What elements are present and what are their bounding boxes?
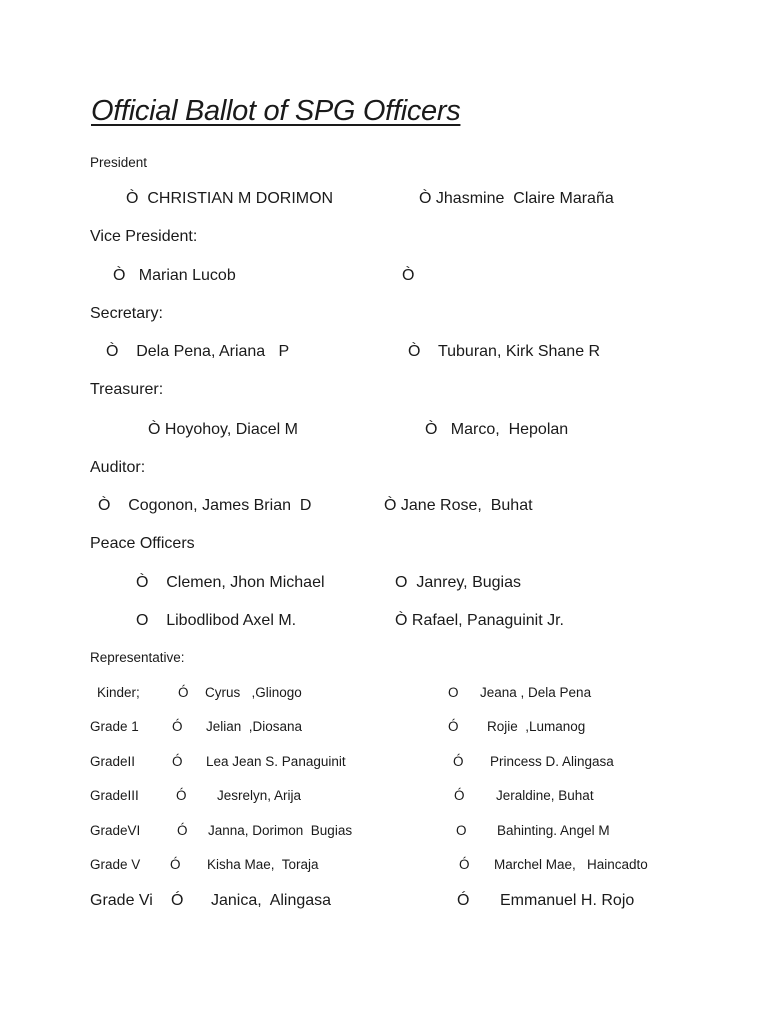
representative-candidate-right: Rojie ,Lumanog <box>487 719 586 734</box>
vote-mark-left[interactable]: Ó <box>172 754 183 769</box>
secretary-label: Secretary: <box>90 305 163 322</box>
grade-label: Grade 1 <box>90 719 139 734</box>
treasurer-label: Treasurer: <box>90 381 164 398</box>
vote-mark-left[interactable]: Ó <box>172 719 183 734</box>
peace-officer-candidate-3[interactable]: O Libodlibod Axel M. <box>136 612 297 629</box>
auditor-candidate-1[interactable]: Ò Cogonon, James Brian D <box>98 497 312 514</box>
representative-candidate-right: Jeraldine, Buhat <box>496 788 594 803</box>
page-title: Official Ballot of SPG Officers <box>91 95 461 127</box>
vote-mark-right[interactable]: O <box>448 685 459 700</box>
representative-candidate-left: Jesrelyn, Arija <box>217 788 302 803</box>
representative-candidate-left: Janna, Dorimon Bugias <box>208 823 353 838</box>
representative-candidate-right: Emmanuel H. Rojo <box>500 892 635 909</box>
representative-candidate-left: Jelian ,Diosana <box>206 719 303 734</box>
representative-candidate-right: Marchel Mae, Haincadto <box>494 857 648 872</box>
vice-president-candidate-2[interactable]: Ò <box>402 267 415 284</box>
vice-president-label: Vice President: <box>90 228 198 245</box>
representative-candidate-left: Kisha Mae, Toraja <box>207 857 319 872</box>
president-candidate-2[interactable]: Ò Jhasmine Claire Maraña <box>419 190 614 207</box>
vote-mark-left[interactable]: Ó <box>177 823 188 838</box>
peace-officers-label: Peace Officers <box>90 535 195 552</box>
auditor-candidate-2[interactable]: Ò Jane Rose, Buhat <box>384 497 533 514</box>
representative-candidate-right: Bahinting. Angel M <box>497 823 610 838</box>
vote-mark-right[interactable]: Ó <box>457 892 470 909</box>
president-candidate-1[interactable]: Ò CHRISTIAN M DORIMON <box>126 190 334 207</box>
vote-mark-right[interactable]: Ó <box>448 719 459 734</box>
representative-candidate-left: Cyrus ,Glinogo <box>205 685 302 700</box>
grade-label: GradeIII <box>90 788 139 803</box>
representative-label: Representative: <box>90 650 185 665</box>
auditor-label: Auditor: <box>90 459 146 476</box>
vote-mark-left[interactable]: Ó <box>178 685 189 700</box>
representative-candidate-right: Jeana , Dela Pena <box>480 685 592 700</box>
representative-candidate-left: Janica, Alingasa <box>211 892 332 909</box>
vote-mark-right[interactable]: O <box>456 823 467 838</box>
vice-president-candidate-1[interactable]: Ò Marian Lucob <box>113 267 236 284</box>
vote-mark-left[interactable]: Ó <box>170 857 181 872</box>
vote-mark-left[interactable]: Ó <box>176 788 187 803</box>
peace-officer-candidate-4[interactable]: Ò Rafael, Panaguinit Jr. <box>395 612 564 629</box>
grade-label: GradeVI <box>90 823 141 838</box>
vote-mark-right[interactable]: Ó <box>454 788 465 803</box>
grade-label: Kinder; <box>97 685 140 700</box>
peace-officer-candidate-2[interactable]: O Janrey, Bugias <box>395 574 521 591</box>
representative-candidate-left: Lea Jean S. Panaguinit <box>206 754 346 769</box>
representative-candidate-right: Princess D. Alingasa <box>490 754 614 769</box>
grade-label: Grade Vi <box>90 892 153 909</box>
vote-mark-right[interactable]: Ó <box>453 754 464 769</box>
grade-label: GradeII <box>90 754 136 769</box>
secretary-candidate-2[interactable]: Ò Tuburan, Kirk Shane R <box>408 343 601 360</box>
treasurer-candidate-1[interactable]: Ò Hoyohoy, Diacel M <box>148 421 298 438</box>
president-label: President <box>90 155 148 170</box>
grade-label: Grade V <box>90 857 141 872</box>
peace-officer-candidate-1[interactable]: Ò Clemen, Jhon Michael <box>136 574 325 591</box>
vote-mark-left[interactable]: Ó <box>171 892 184 909</box>
secretary-candidate-1[interactable]: Ò Dela Pena, Ariana P <box>106 343 290 360</box>
vote-mark-right[interactable]: Ó <box>459 857 470 872</box>
treasurer-candidate-2[interactable]: Ò Marco, Hepolan <box>425 421 569 438</box>
